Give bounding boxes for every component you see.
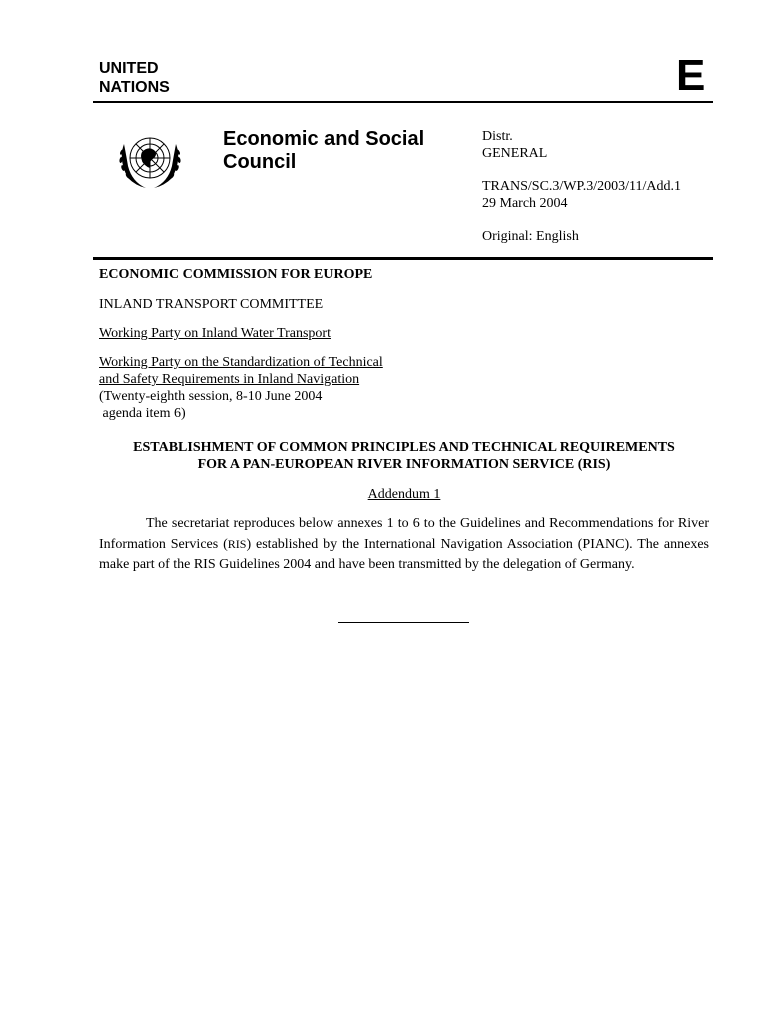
original-language: Original: English bbox=[482, 229, 579, 244]
working-party-1-text: Working Party on Inland Water Transport bbox=[99, 326, 331, 341]
committee-name: INLAND TRANSPORT COMMITTEE bbox=[99, 297, 324, 312]
addendum-label bbox=[99, 486, 709, 503]
distribution-block bbox=[482, 128, 681, 245]
header-rule bbox=[93, 101, 713, 103]
council-line-1: Economic and Social bbox=[223, 128, 425, 150]
commission-name: ECONOMIC COMMISSION FOR EUROPE bbox=[99, 267, 373, 282]
org-line-1: UNITED bbox=[99, 60, 159, 77]
addendum-text: Addendum 1 bbox=[367, 487, 441, 502]
distr-value: GENERAL bbox=[482, 146, 548, 161]
end-rule bbox=[338, 622, 469, 623]
intro-paragraph bbox=[99, 514, 709, 575]
session-line-2: agenda item 6) bbox=[99, 406, 186, 421]
un-emblem-icon bbox=[112, 124, 188, 196]
header-rule-thick bbox=[93, 257, 713, 260]
paragraph-part-1: The secretariat reproduces below annexes 1 to 6 to the Guidelines and Recommendations for River Information Services ( bbox=[99, 516, 709, 552]
paragraph-ris: RIS bbox=[227, 537, 247, 551]
distr-label: Distr. bbox=[482, 129, 513, 144]
working-party-2-line-1: Working Party on the Standardization of Technical bbox=[99, 355, 383, 370]
working-party-2 bbox=[99, 354, 709, 422]
document-title bbox=[99, 439, 709, 473]
title-line-2: FOR A PAN-EUROPEAN RIVER INFORMATION SERVICE (RIS) bbox=[197, 457, 611, 472]
working-party-1 bbox=[99, 325, 709, 342]
council-name bbox=[223, 128, 424, 174]
organization-name bbox=[99, 59, 170, 97]
document-date: 29 March 2004 bbox=[482, 196, 568, 211]
language-code: E bbox=[676, 51, 706, 100]
document-symbol: TRANS/SC.3/WP.3/2003/11/Add.1 bbox=[482, 179, 682, 194]
working-party-2-line-2: and Safety Requirements in Inland Navigation bbox=[99, 372, 360, 387]
org-line-2: NATIONS bbox=[99, 79, 170, 96]
title-line-1: ESTABLISHMENT OF COMMON PRINCIPLES AND TECHNICAL REQUIREMENTS bbox=[133, 440, 675, 455]
session-line-1: (Twenty-eighth session, 8-10 June 2004 bbox=[99, 389, 323, 404]
paragraph-part-2: ) established by the International Navigation Association (PIANC). The annexes make part of the RIS Guidelines 2004 and have been transmitted by the delegation of Germany. bbox=[99, 537, 710, 572]
council-line-2: Council bbox=[223, 151, 297, 173]
